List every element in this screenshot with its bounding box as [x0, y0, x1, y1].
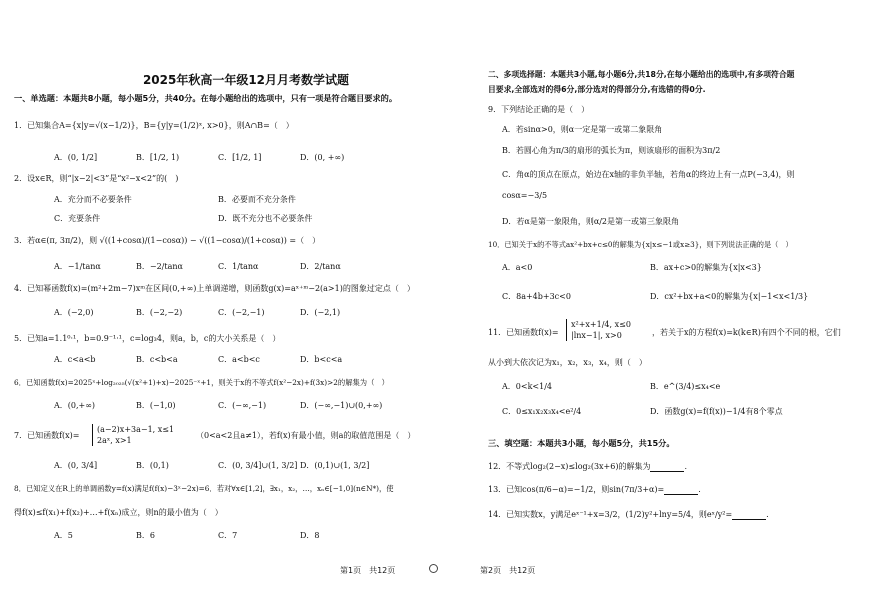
section-multi-choice-header-line2: 目要求,全部选对的得6分,部分选对的得部分分,有选错的得0分. — [488, 85, 706, 94]
question-8-option-c: C．7 — [218, 531, 238, 540]
question-14-answer-blank — [732, 510, 766, 520]
question-6-option-d: D．(−∞,−1)∪(0,+∞) — [300, 401, 383, 410]
question-7-option-a: A．(0, 3/4] — [54, 461, 98, 470]
question-1-option-b: B．[1/2, 1) — [136, 153, 180, 162]
question-13-answer-blank — [664, 485, 698, 495]
question-11-piecewise — [566, 319, 631, 341]
question-10-option-d: D．cx²+bx+a<0的解集为{x|−1<x<1/3} — [650, 292, 809, 301]
question-3-stem: 3．若α∈(π, 3π/2)，则 √((1+cosα)/(1−cosα)) − √((1−cosα)/(1+cosα)) =（ ） — [14, 236, 321, 245]
question-9-option-b: B．若圆心角为π/3的扇形的弧长为π，则该扇形的面积为3π/2 — [502, 146, 721, 155]
question-10-option-a: A．a<0 — [502, 263, 533, 272]
question-9-stem: 9．下列结论正确的是（ ） — [488, 105, 590, 114]
exam-title: 2025年秋高一年级12月月考数学试题 — [142, 73, 350, 87]
question-13: 13．已知cos(π/6−α)=−1/2，则sin(7π/3+α)= . — [488, 485, 701, 494]
question-13-stem: 13．已知cos(π/6−α)=−1/2，则sin(7π/3+α)= — [488, 485, 665, 494]
section-multi-choice-header-line1: 二、多项选择题：本题共3小题,每小题6分,共18分,在每小题给出的选项中,有多项符合题 — [488, 70, 795, 79]
question-5-option-c: C．a<b<c — [218, 355, 260, 364]
question-7-option-b: B．(0,1) — [136, 461, 169, 470]
question-14: 14．已知实数x，y满足eˣ⁻¹+x=3/2，(1/2)y²+lny=5/4，则eˣ/y²= . — [488, 510, 769, 519]
question-11-case-1: x²+x+1/4, x≤0 — [571, 320, 631, 329]
footer-page-left: 第1页 共12页 — [340, 566, 396, 575]
question-4-option-d: D．(−2,1) — [300, 308, 341, 317]
question-11-option-a: A．0<k<1/4 — [502, 382, 552, 391]
question-10-option-b: B．ax+c>0的解集为{x|x<3} — [650, 263, 762, 272]
question-1-option-c: C．[1/2, 1] — [218, 153, 262, 162]
question-6-option-b: B．(−1,0) — [136, 401, 176, 410]
question-11-stem-a: 11．已知函数f(x)= — [488, 328, 559, 337]
question-11-option-d: D．函数g(x)=f(f(x))−1/4有8个零点 — [650, 407, 783, 416]
question-10-option-c: C．8a+4b+3c<0 — [502, 292, 571, 301]
question-12-stem: 12．不等式log₂(2−x)≤log₂(3x+6)的解集为 — [488, 462, 651, 471]
question-5-option-a: A．c<a<b — [54, 355, 96, 364]
question-8-stem-2: 得f(x)≤f(x₁)+f(x₂)+…+f(xₙ)成立，则n的最小值为（ ） — [14, 508, 223, 517]
question-7-stem — [14, 430, 80, 441]
question-6-stem: 6．已知函数f(x)=2025ˣ+log₂₀₂₅(√(x²+1)+x)−2025⁻ˣ+1，则关于x的不等式f(x²−2x)+f(3x)>2的解集为（ ） — [14, 378, 389, 387]
question-2-option-d: D．既不充分也不必要条件 — [218, 214, 313, 223]
question-7-option-c: C．(0, 3/4]∪(1, 3/2] — [218, 461, 298, 470]
question-11-stem-b: ，若关于x的方程f(x)=k(k∈R)有四个不同的根，它们 — [652, 328, 841, 337]
question-7-option-d: D．(0,1)∪(1, 3/2] — [300, 461, 370, 470]
question-8-stem: 8．已知定义在R上的单调函数y=f(x)满足f(f(x)−3ˣ−2x)=6．若对∀x∈[1,2]，∃x₁，x₂，…，xₙ∈[−1,0](n∈N*)，使 — [14, 484, 394, 493]
question-3-option-a: A．−1/tanα — [54, 262, 101, 271]
question-1-option-d: D．(0, +∞) — [300, 153, 345, 162]
question-7-case-1: (a−2)x+3a−1, x≤1 — [97, 425, 175, 434]
question-2-option-a: A．充分而不必要条件 — [54, 195, 132, 204]
question-9-option-c-line2: cosα=−3/5 — [502, 191, 548, 200]
question-5-option-b: B．c<b<a — [136, 355, 178, 364]
binding-hole-circle — [429, 564, 438, 573]
question-4-option-a: A．(−2,0) — [54, 308, 94, 317]
question-9-option-d: D．若α是第一象限角，则α/2是第一或第三象限角 — [502, 217, 680, 226]
question-6-option-c: C．(−∞,−1) — [218, 401, 267, 410]
footer-page-right: 第2页 共12页 — [480, 566, 536, 575]
question-7-stem-b: （0<a<2且a≠1），若f(x)有最小值，则a的取值范围是（ ） — [196, 431, 416, 440]
question-4-option-c: C．(−2,−1) — [218, 308, 265, 317]
question-12-answer-blank — [650, 462, 684, 472]
question-8-option-d: D．8 — [300, 531, 320, 540]
question-4-stem: 4．已知幂函数f(x)=(m²+2m−7)xᵐ在区间(0,+∞)上单调递增，则函数g(x)=aˣ⁺ᵐ−2(a>1)的图象过定点（ ） — [14, 284, 415, 293]
question-1-option-a: A．(0, 1/2] — [54, 153, 98, 162]
section-single-choice-header: 一、单选题：本题共8小题，每小题5分，共40分。在每小题给出的选项中，只有一项是符合题目要求的。 — [14, 93, 398, 103]
question-8-option-b: B．6 — [136, 531, 155, 540]
question-11-case-2: |lnx−1|, x>0 — [571, 331, 622, 340]
question-6-option-a: A．(0,+∞) — [54, 401, 96, 410]
question-1-stem: 1．已知集合A={x|y=√(x−1/2)}，B={y|y=(1/2)ˣ, x>0}，则A∩B=（ ） — [14, 121, 294, 130]
question-5-stem: 5．已知a=1.1⁰·¹，b=0.9⁻¹·¹，c=log₃4，则a，b，c的大小关系是（ ） — [14, 334, 281, 343]
question-7-case-2: 2aˣ, x>1 — [97, 436, 132, 445]
question-10-stem: 10．已知关于x的不等式ax²+bx+c≤0的解集为{x|x≤−1或x≥3}，则下列说法正确的是（ ） — [488, 240, 793, 249]
question-3-option-c: C．1/tanα — [218, 262, 259, 271]
question-9-option-c-line1: C．角α的顶点在原点，始边在x轴的非负半轴，若角α的终边上有一点P(−3,4)，则 — [502, 170, 795, 179]
question-3-option-d: D．2/tanα — [300, 262, 341, 271]
question-5-option-d: D．b<c<a — [300, 355, 343, 364]
question-7-stem-a: 7．已知函数f(x)= — [14, 431, 80, 440]
question-14-stem: 14．已知实数x，y满足eˣ⁻¹+x=3/2，(1/2)y²+lny=5/4，则eˣ/y²= — [488, 510, 733, 519]
question-4-option-b: B．(−2,−2) — [136, 308, 183, 317]
question-7-piecewise — [92, 424, 174, 446]
question-11-option-c: C．0≤x₁x₂x₃x₄<e²/4 — [502, 407, 582, 416]
question-2-option-b: B．必要而不充分条件 — [218, 195, 296, 204]
question-12: 12．不等式log₂(2−x)≤log₂(3x+6)的解集为 . — [488, 462, 688, 471]
question-11-stem-2: 从小到大依次记为x₁，x₂，x₃，x₄，则（ ） — [488, 358, 647, 367]
question-3-option-b: B．−2/tanα — [136, 262, 183, 271]
question-9-option-a: A．若sinα>0，则α一定是第一或第二象限角 — [502, 125, 663, 134]
question-2-stem: 2．设x∈R，则“|x−2|<3”是“x²−x<2”的( ) — [14, 174, 179, 183]
question-11-option-b: B．e^(3/4)≤x₄<e — [650, 382, 721, 391]
question-8-option-a: A．5 — [54, 531, 73, 540]
question-2-option-c: C．充要条件 — [54, 214, 101, 223]
section-fill-blank-header: 三、填空题：本题共3小题，每小题5分，共15分。 — [488, 438, 675, 448]
